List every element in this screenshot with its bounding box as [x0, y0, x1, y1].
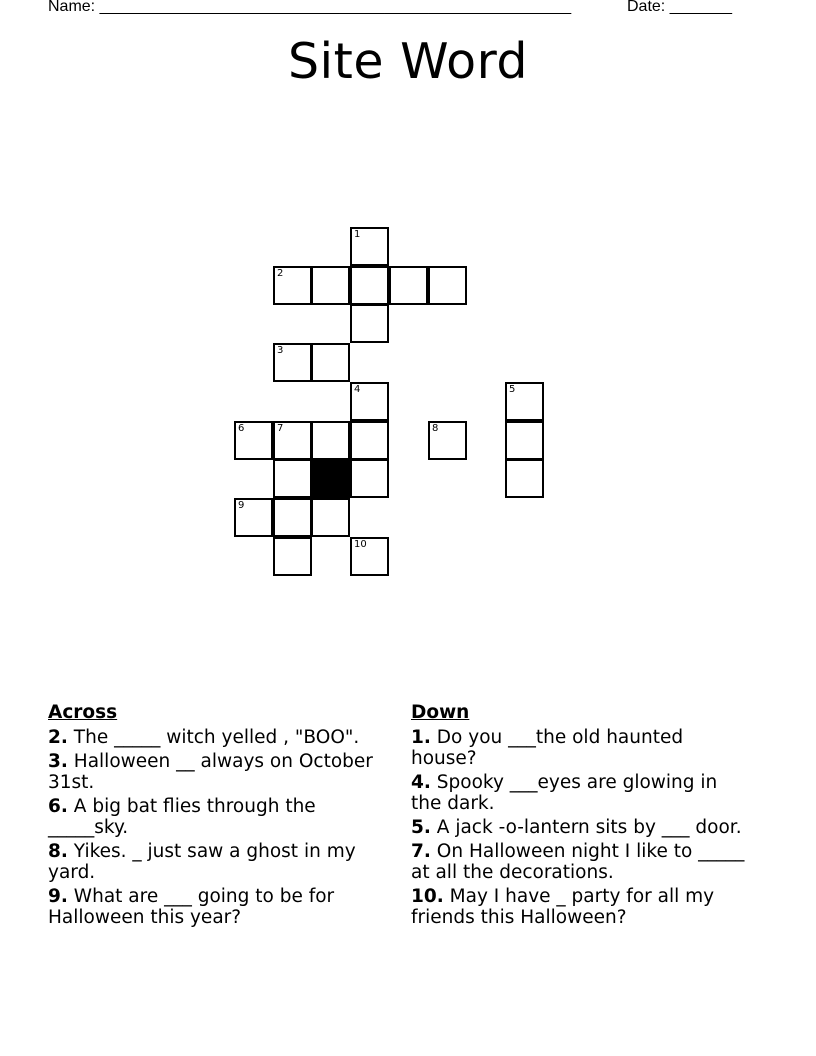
crossword-cell[interactable]	[350, 459, 389, 498]
crossword-cell[interactable]	[350, 421, 389, 460]
clue-number: 1	[354, 229, 361, 240]
clue-number: 5.	[411, 817, 431, 838]
crossword-cell[interactable]	[234, 421, 273, 460]
crossword-cell[interactable]	[428, 266, 467, 305]
down-clue	[411, 772, 746, 814]
clue-number: 8	[432, 423, 439, 434]
clue-text: The _____ witch yelled , "BOO".	[73, 727, 360, 748]
date-field-label: Date: _______	[627, 0, 732, 15]
crossword-cell[interactable]	[273, 459, 312, 498]
crossword-cell[interactable]	[350, 266, 389, 305]
clue-number: 7.	[411, 841, 431, 862]
clue-text: Halloween __ always on October 31st.	[48, 751, 373, 793]
across-clue	[48, 751, 388, 793]
crossword-cell[interactable]	[505, 382, 544, 421]
across-clue	[48, 886, 388, 928]
clue-number: 2	[277, 268, 284, 279]
crossword-cell[interactable]	[350, 304, 389, 343]
down-clue	[411, 817, 746, 838]
clue-number: 6.	[48, 796, 68, 817]
clue-text: A jack -o-lantern sits by ___ door.	[436, 817, 742, 838]
clue-number: 1.	[411, 727, 431, 748]
crossword-cell[interactable]	[311, 498, 350, 537]
clue-number: 3	[277, 345, 284, 356]
crossword-cell[interactable]	[505, 421, 544, 460]
crossword-cell[interactable]	[311, 343, 350, 382]
crossword-cell[interactable]	[350, 227, 389, 266]
clue-text: May I have _ party for all my friends this Halloween?	[411, 886, 715, 928]
across-clues	[48, 702, 388, 931]
crossword-cell[interactable]	[428, 421, 467, 460]
crossword-cell[interactable]	[273, 498, 312, 537]
down-clue	[411, 886, 746, 928]
crossword-cell[interactable]	[273, 537, 312, 576]
clue-text: Yikes. _ just saw a ghost in my yard.	[48, 841, 356, 883]
clue-number: 10.	[411, 886, 444, 907]
clue-number: 4.	[411, 772, 431, 793]
crossword-cell[interactable]	[350, 537, 389, 576]
crossword-cell[interactable]	[350, 382, 389, 421]
crossword-cell[interactable]	[311, 421, 350, 460]
clue-number: 3.	[48, 751, 68, 772]
page-title: Site Word	[287, 33, 529, 90]
clue-number: 8.	[48, 841, 68, 862]
crossword-cell[interactable]	[389, 266, 428, 305]
clue-number: 7	[277, 423, 284, 434]
crossword-cell[interactable]	[273, 421, 312, 460]
clue-text: Spooky ___eyes are glowing in the dark.	[411, 772, 718, 814]
crossword-cell[interactable]	[311, 266, 350, 305]
crossword-cell[interactable]	[234, 498, 273, 537]
clue-number: 4	[354, 384, 361, 395]
crossword-cell[interactable]	[505, 459, 544, 498]
across-clue	[48, 796, 388, 838]
down-clues	[411, 702, 746, 931]
clue-number: 9.	[48, 886, 68, 907]
black-cell	[311, 459, 350, 498]
down-clue	[411, 727, 746, 769]
across-clue	[48, 841, 388, 883]
clue-number: 10	[354, 539, 367, 550]
clue-number: 5	[509, 384, 516, 395]
crossword-cell[interactable]	[273, 266, 312, 305]
clue-number: 6	[238, 423, 245, 434]
down-heading: Down	[411, 702, 470, 723]
clue-text: What are ___ going to be for Halloween this year?	[48, 886, 335, 928]
down-clue	[411, 841, 746, 883]
crossword-cell[interactable]	[273, 343, 312, 382]
clue-text: On Halloween night I like to _____ at all the decorations.	[411, 841, 745, 883]
clue-number: 9	[238, 500, 245, 511]
across-clue	[48, 727, 388, 748]
clue-number: 2.	[48, 727, 68, 748]
clue-text: Do you ___the old haunted house?	[411, 727, 684, 769]
name-field-label: Name: _____________________________________________________	[48, 0, 572, 15]
clue-text: A big bat flies through the _____sky.	[48, 796, 316, 838]
across-heading: Across	[48, 702, 118, 723]
